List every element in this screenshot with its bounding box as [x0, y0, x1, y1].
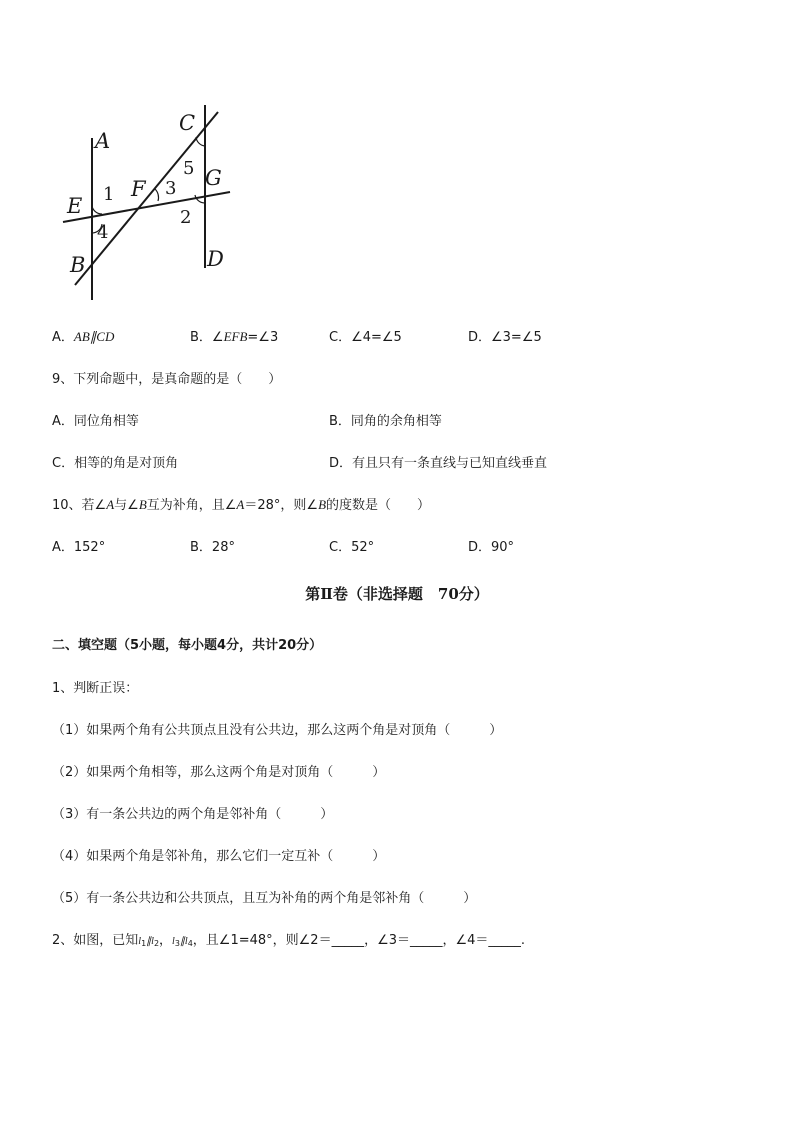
angle-label-4: 4	[97, 222, 109, 243]
q9-stem: 9、下列命题中，是真命题的是（ ）	[52, 372, 282, 387]
label-d: D	[207, 247, 224, 271]
angle-label-3: 3	[165, 178, 177, 199]
fill1-item-4: （4）如果两个角是邻补角，那么它们一定互补（ ）	[52, 849, 386, 864]
fill1-item-3: （3）有一条公共边的两个角是邻补角（ ）	[52, 807, 334, 822]
label-f: F	[131, 177, 146, 201]
q10-option-a[interactable]: A．152°	[52, 540, 106, 555]
q8-option-c[interactable]: C．∠4=∠5	[329, 330, 402, 345]
part2-title: 第Ⅱ卷（非选择题 70分）	[305, 585, 489, 603]
label-e: E	[67, 194, 83, 218]
angle-label-2: 2	[180, 207, 192, 228]
angle-label-1: 1	[103, 184, 115, 205]
fill1-stem: 1、判断正误：	[52, 681, 139, 696]
section2-heading: 二、填空题（5小题，每小题4分，共计20分）	[52, 638, 323, 653]
q8-option-b[interactable]: B．∠EFB=∠3	[190, 329, 279, 345]
fill2-stem: 2、如图，已知$l_1\parallel l_2$，$l_3\parallel l_4$，且∠1=48°，则∠2＝_____，∠3＝_____，∠4＝_____.	[52, 933, 526, 948]
fill1-item-2: （2）如果两个角相等，那么这两个角是对顶角（ ）	[52, 765, 386, 780]
q10-stem: 10、若∠A与∠B互为补角，且∠A＝28°，则∠B的度数是（ ）	[52, 497, 431, 513]
label-c: C	[179, 111, 196, 135]
fill1-item-5: （5）有一条公共边和公共顶点，且互为补角的两个角是邻补角（ ）	[52, 891, 477, 906]
fill1-item-1: （1）如果两个角有公共顶点且没有公共边，那么这两个角是对顶角（ ）	[52, 723, 503, 738]
angle-arc-1	[92, 206, 102, 214]
q8-option-a[interactable]: A．AB∥CD	[52, 329, 115, 345]
q9-option-c[interactable]: C．相等的角是对顶角	[52, 456, 179, 471]
q10-option-b[interactable]: B．28°	[190, 540, 235, 555]
label-a: A	[95, 129, 111, 153]
label-b: B	[70, 253, 86, 277]
q10-option-c[interactable]: C．52°	[329, 540, 375, 555]
label-g: G	[205, 166, 222, 190]
angle-label-5: 5	[183, 158, 195, 179]
q8-option-d[interactable]: D．∠3=∠5	[468, 330, 542, 345]
q9-option-a[interactable]: A．同位角相等	[52, 414, 139, 429]
parallel-lines-diagram	[55, 100, 245, 305]
q9-option-b[interactable]: B．同角的余角相等	[329, 414, 442, 429]
angle-arc-3	[155, 189, 159, 201]
q9-option-d[interactable]: D．有且只有一条直线与已知直线垂直	[329, 456, 548, 471]
geometry-figure	[55, 100, 245, 305]
q10-option-d[interactable]: D．90°	[468, 540, 515, 555]
